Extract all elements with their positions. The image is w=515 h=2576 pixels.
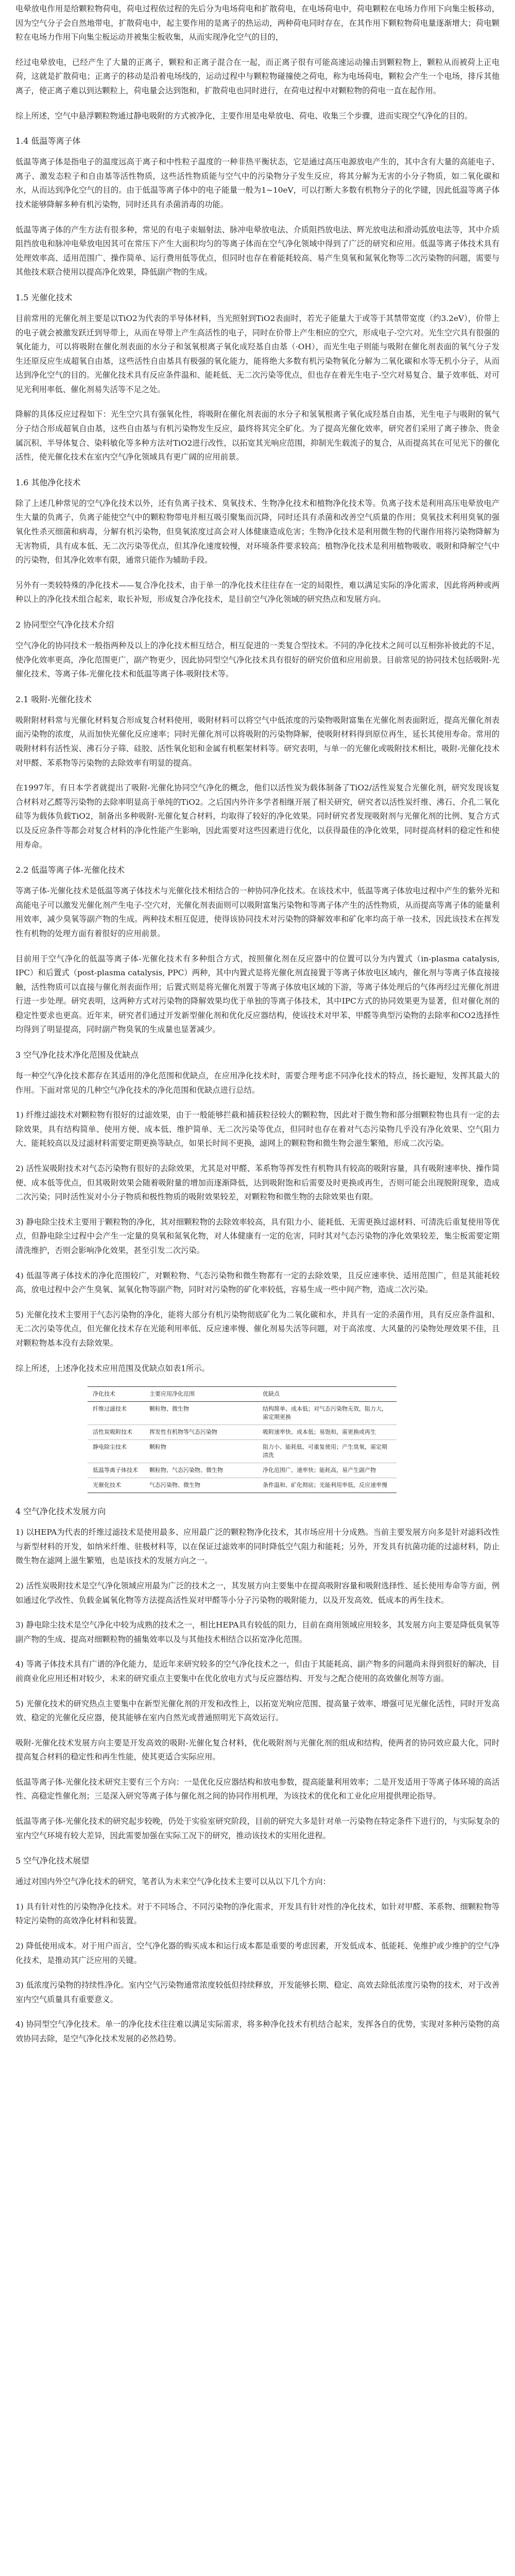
table-cell: 颗粒物、微生物 [144,1402,258,1425]
section-paragraph: 吸附附材料常与光催化材料复合形成复合材料使用，吸附材料可以将空气中低浓度的污染物吸附富集在光催化剂表面附近，提高光催化剂表面污染物的浓度，从而加快光催化反应速率；同时光催化剂可以将吸附的污染物降解，使吸附材料得到原位再生，延长其使用寿命。常用的吸附材料有活性炭、沸石分子筛、硅胶、活性氧化铝和金属有机框架材料等。研究表明，与单一的光催化或吸附技术相比，吸附-光催化技术对甲醛、苯系物等污染物的去除效率有明显的提高。 [15,715,500,768]
section-heading: 2.2 低温等离子体-光催化技术 [15,865,125,875]
section-paragraph: 吸附-光催化技术发展方向主要是开发高效的吸附-光催化复合材料，优化吸附剂与光催化剂的组成和结构，使两者的协同效应最大化，同时提高复合材料的稳定性和再生性能，使其更适合实际应用。 [15,1738,500,1762]
intro-section [15,2,500,123]
section-paragraph: 目前用于空气净化的低温等离子体-光催化技术有多种组合方式，按照催化剂在反应器中的位置可以分为内置式（in-plasma catalysis, IPC）和后置式（post-plasma catalysis, PPC）两种，其中内置式是将光催化剂直接置于等离子体放电区域内，催化剂与等离子体直接接触，活性物质可以直接与催化剂表面作用；后置式则是将光催化剂置于等离子体放电区域的下游，等离子体处理后的气体再经过光催化剂进行进一步处理。研究表明，这两种方式对污染物的降解效果均优于单独的等离子体技术，其中IPC方式的协同效果更为显著，但对催化剂的稳定性要求也更高。近年来，研究者们通过开发新型催化剂和优化反应器结构，使该技术对甲苯、甲醛等典型污染物的去除率和CO2选择性均得到了明显提高，同时副产物臭氧的生成量也显著减少。 [15,954,500,1035]
table-intro: 综上所述，上述净化技术应用范围及优缺点如表1所示。 [15,1363,210,1373]
table-row [88,1463,397,1478]
section-heading: 1.6 其他净化技术 [15,477,81,487]
table-cell: 光催化技术 [88,1478,144,1493]
list-item: 4) 等离子体技术具有广谱的净化能力，是近年来研究较多的空气净化技术之一，但由于其能耗高、副产物多的问题尚未得到很好的解决，目前商业化应用还相对较少，未来的研究重点主要集中在优化放电方式与反应器结构、开发与之配合使用的高效催化剂等方面。 [15,1659,500,1683]
section-paragraph: 每一种空气净化技术都存在其适用的净化范围和优缺点，在应用净化技术时，需要合理考虑不同净化技术的特点，扬长避短，发挥其最大的作用。下面对常见的几种空气净化技术的净化范围和优缺点进行总结。 [15,1071,500,1095]
section-heading: 3 空气净化技术净化范围及优缺点 [15,1050,139,1060]
intro-paragraph: 电晕放电作用是给颗粒物荷电，荷电过程依过程的先后分为电场荷电和扩散荷电，在电场荷电中，荷电颗粒在电场力作用下向集尘板移动，因为空气分子会自然地带电，扩散荷电中，起主要作用的是离子的热运动，两种荷电同时存在，在其作用下颗粒物荷电量逐渐增大；荷电颗粒在电场力作用下向集尘板运动并被集尘板收集，从而实现净化空气的目的， [15,4,500,42]
table-cell: 挥发性有机物等气态污染物 [144,1425,258,1440]
table-cell: 静电除尘技术 [88,1440,144,1463]
table-container [88,1386,500,1493]
body-sections [15,134,500,1097]
table-header-cell: 净化技术 [88,1387,144,1402]
table-cell: 气态污染物、微生物 [144,1478,258,1493]
section-4-heading: 4 空气净化技术发展方向 [15,1506,106,1517]
section-4-paragraphs [15,1736,500,1843]
table-body [88,1402,397,1493]
section-paragraph: 降解的具体反应过程如下：光生空穴具有强氧化性，将吸附在催化剂表面的水分子和氢氧根离子氧化成羟基自由基，光生电子与吸附的氧气分子结合形成超氧自由基，这些自由基与有机污染物发生反应，最终将其完全矿化。为了提高光催化效率，研究者们采用了离子掺杂、贵金属沉积、半导体复合、染料敏化等多种方法对TiO2进行改性，以拓宽其光响应范围，抑制光生载流子的复合，从而提高其在可见光下的催化活性，使光催化技术在室内空气净化领域具有更广阔的应用前景。 [15,410,500,462]
technology-comparison-list [15,1108,500,1350]
list-item: 2) 活性炭吸附技术对气态污染物有很好的去除效果，尤其是对甲醛、苯系物等挥发性有机物具有较高的吸附容量，具有吸附速率快、操作简便、成本低等优点，但其吸附效果会随着吸附量的增加而逐渐降低，达到吸附饱和后需要及时更换或再生，否则可能会出现脱附现象，造成二次污染；同时活性炭对小分子物质和极性物质的吸附效果较差，对颗粒物和微生物的去除效果也有限。 [15,1164,500,1202]
list-item: 4) 低温等离子体技术的净化范围较广，对颗粒物、气态污染物和微生物都有一定的去除效果，且反应速率快、适用范围广，但是其能耗较高，放电过程中会产生臭氧、氮氧化物等副产物，同时对污染物的矿化率较低，容易生成一些中间产物，造成二次污染。 [15,1270,500,1295]
table-row [88,1402,397,1425]
section-4-items [15,1526,500,1725]
section-paragraph: 目前常用的光催化剂主要是以TiO2为代表的半导体材料，当光照射到TiO2表面时，若光子能量大于或等于其禁带宽度（约3.2eV），价带上的电子就会被激发跃迁到导带上，从而在导带上产生高活性的电子，同时在价带上产生相应的空穴，形成电子-空穴对。光生空穴具有很强的氧化能力，可以将吸附在催化剂表面的水分子和氢氧根离子氧化成羟基自由基（·OH），而光生电子则能与吸附在催化剂表面的氧气分子发生还原反应生成超氧自由基，这些活性自由基具有极强的氧化能力，能将绝大多数有机污染物氧化分解为二氧化碳和水等无机小分子，从而达到净化空气的目的。光催化技术具有反应条件温和、能耗低、无二次污染等优点，但也存在着光生电子-空穴对易复合、量子效率低、对可见光利用率低、催化剂易失活等不足之处。 [15,313,500,394]
table-cell: 颗粒物 [144,1440,258,1463]
table-cell: 活性炭吸附技术 [88,1425,144,1440]
list-item: 3) 静电除尘技术是空气净化中较为成熟的技术之一，相比HEPA具有较低的阻力，目前在商用领域应用较多，其发展方向主要是降低臭氧等副产物的生成、提高对细颗粒物的捕集效率以及与其他技术相结合以拓宽净化范围。 [15,1620,500,1644]
list-item: 5) 光催化技术主要用于气态污染物的净化，能将大部分有机污染物彻底矿化为二氧化碳和水，并具有一定的杀菌作用，具有反应条件温和、无二次污染等优点，但光催化技术存在光能利用率低、反应速率慢、催化剂易失活等问题，对于高浓度、大风量的污染物处理效果不佳，且对颗粒物基本没有去除效果。 [15,1310,500,1348]
table-cell: 纤维过滤技术 [88,1402,144,1425]
table-row [88,1478,397,1493]
section-paragraph: 在1997年，有日本学者就提出了吸附-光催化协同空气净化的概念，他们以活性炭为载体制备了TiO2/活性炭复合光催化剂，研究发现该复合材料对乙醛等污染物的去除率明显高于单纯的TiO2。之后国内外许多学者相继开展了相关研究，研究者以活性炭纤维、沸石、介孔二氧化硅等为载体负载TiO2，制备出多种吸附-光催化复合材料，均取得了较好的净化效果。同时研究者发现吸附剂与光催化剂的比例、复合方式以及反应条件等都会对复合材料的净化性能产生影响，因此需要对这些因素进行优化，以获得最佳的净化效果，同时提高材料的稳定性和使用寿命。 [15,783,500,850]
section-heading: 2.1 吸附-光催化技术 [15,694,92,704]
table-header-cell: 主要应用净化范围 [144,1387,258,1402]
section-5-items [15,1900,500,2046]
section-5-heading: 5 空气净化技术展望 [15,1856,90,1866]
section-paragraph: 空气净化的协同技术一般指两种及以上的净化技术相互结合，相互促进的一类复合型技术。不同的净化技术之间可以互相弥补彼此的不足，使净化效率更高，净化范围更广，副产物更少，因此协同型空气净化技术具有很好的研究价值和应用前景。目前常见的协同技术包括吸附-光催化技术、等离子体-光催化技术和低温等离子体-吸附技术等。 [15,641,500,679]
list-item: 1) 纤维过滤技术对颗粒物有很好的过滤效果，由于一般能够拦截和捕获粒径较大的颗粒物，因此对于微生物和部分细颗粒物也具有一定的去除效果，具有结构简单、使用方便、成本低、维护简单、无二次污染等优点，但同时也存在着对气态污染物几乎没有净化效果、空气阻力大、能耗较高以及过滤材料需要定期更换等缺点，如果长时间不更换，滤网上的颗粒物和微生物会滋生繁殖，形成二次污染。 [15,1110,500,1148]
list-item: 1) 以HEPA为代表的纤维过滤技术是使用最多、应用最广泛的颗粒物净化技术，其市场应用十分成熟。当前主要发展方向多是针对滤料改性与新型材料的开发，如纳米纤维、驻极材料等，以在保证过滤效率的同时降低空气阻力和能耗；另外，开发具有抗菌功能的过滤材料，防止微生物在滤网上滋生繁殖，也是该技术的发展方向之一。 [15,1528,500,1566]
intro-paragraph: 综上所述，空气中悬浮颗粒物通过静电吸附的方式被净化，主要作用是电晕放电、荷电、收集三个步骤，进而实现空气净化的目的。 [15,111,473,121]
list-item: 3) 低浓度污染物的持续性净化。室内空气污染物通常浓度较低但持续释放，开发能够长期、稳定、高效去除低浓度污染物的技术，对于改善室内空气质量具有重要意义。 [15,1980,500,2004]
comparison-table [88,1386,397,1493]
list-item: 1) 具有针对性的污染物净化技术。对于不同场合、不同污染物的净化需求，开发具有针对性的净化技术，如针对甲醛、苯系物、细颗粒物等特定污染物的高效净化材料和装置。 [15,1902,500,1926]
table-header-row [88,1387,397,1402]
section-heading: 1.4 低温等离子体 [15,136,81,146]
section-5-lead: 通过对国内外空气净化技术的研究，笔者认为未来空气净化技术主要可以从以下几个方向： [15,1877,331,1887]
list-item: 4) 协同型空气净化技术。单一的净化技术往往难以满足实际需求，将多种净化技术有机结合起来，发挥各自的优势，实现对多种污染物的高效协同去除，是空气净化技术发展的必然趋势。 [15,2020,500,2043]
list-item: 2) 降低使用成本。对于用户而言，空气净化器的购买成本和运行成本都是重要的考虑因素，开发低成本、低能耗、免维护或少维护的空气净化技术，是推动其广泛应用的关键。 [15,1941,500,1965]
table-header-cell: 优缺点 [258,1387,397,1402]
table-cell: 低温等离子体技术 [88,1463,144,1478]
section-heading: 1.5 光催化技术 [15,292,73,302]
list-item: 5) 光催化技术的研究热点主要集中在新型光催化剂的开发和改性上，以拓宽光响应范围、提高量子效率、增强可见光催化活性，同时开发高效、稳定的光催化反应器，使其能够在室内自然光或普通照明光下高效运行。 [15,1699,500,1723]
section-paragraph: 低温等离子体-光催化技术研究主要有三个方向：一是优化反应器结构和放电参数，提高能量利用效率；二是开发适用于等离子体环境的高活性、高稳定性催化剂；三是深入研究等离子体与催化剂之间的协同作用机理，为该技术的优化和工业化应用提供理论指导。 [15,1777,500,1801]
section-paragraph: 等离子体-光催化技术是低温等离子体技术与光催化技术相结合的一种协同净化技术。在该技术中，低温等离子体放电过程中产生的紫外光和高能电子可以激发光催化剂产生电子-空穴对，光催化剂表面则可以吸附富集污染物和等离子体产生的活性物质，从而提高等离子体的能量利用效率，减少臭氧等副产物的生成。两种技术相互促进，使得该协同技术对污染物的降解效率和矿化率均高于单一技术，因此该技术在挥发性有机物的处理方面有着很好的应用前景。 [15,886,500,938]
table-row [88,1440,397,1463]
table-row [88,1425,397,1440]
section-paragraph: 低温等离子体的产生方法有很多种，常见的有电子束辐射法、脉冲电晕放电法、介质阻挡放电法、辉光放电法和滑动弧放电法等，其中介质阻挡放电和脉冲电晕放电因其可在常压下产生大面积均匀的等离子体而在空气净化领域中得到了广泛的研究和应用。低温等离子体技术具有处理效率高、适用范围广、操作简单、运行费用低等优点，但同时也存在着能耗较高、易产生臭氧和氮氧化物等二次污染物的问题，需要与其他技术联合使用以提高净化效果，降低副产物的生成。 [15,225,500,277]
table-cell: 条件温和、矿化彻底；光能利用率低，反应速率慢 [258,1478,397,1493]
table-cell: 吸附速率快、成本低；易饱和，需更换或再生 [258,1425,397,1440]
section-heading: 2 协同型空气净化技术介绍 [15,620,114,630]
intro-paragraph: 经过电晕放电，已经产生了大量的正离子，颗粒和正离子混合在一起，而正离子很有可能高速运动撞击到颗粒物上，颗粒从而被荷上正电荷，这就是扩散荷电；正离子的移动是沿着电场线的，运动过程中与颗粒物碰撞使之荷电，称为电场荷电，颗粒会产生一个电场，排斥其他离子，使正离子难以到达颗粒上，荷电量会达到饱和，扩散荷电也同时进行，在荷电过程中对颗粒物的荷电一直在起作用。 [15,57,500,95]
table-cell: 颗粒物、气态污染物、微生物 [144,1463,258,1478]
table-cell: 阻力小、能耗低、可重复使用；产生臭氧，需定期清洗 [258,1440,397,1463]
table-cell: 净化范围广、速率快；能耗高，易产生副产物 [258,1463,397,1478]
table-cell: 结构简单、成本低；对气态污染物无效，阻力大，需定期更换 [258,1402,397,1425]
list-item: 3) 静电除尘技术主要用于颗粒物的净化，其对细颗粒物的去除效率较高，具有阻力小、能耗低、无需更换过滤材料、可清洗后重复使用等优点，但静电除尘过程中会产生一定量的臭氧和氮氧化物，对人体健康有一定的危害，同时其对气态污染物的净化效果较差，集尘板需要定期清洗维护，否则会影响净化效果，甚至引发二次污染。 [15,1217,500,1255]
section-paragraph: 低温等离子体-光催化技术的研究起步较晚，仍处于实验室研究阶段，目前的研究大多是针对单一污染物在特定条件下进行的，与实际复杂的室内空气环境有较大差异，因此需要加强在实际工况下的研究，推动该技术的实用化进程。 [15,1817,500,1840]
section-paragraph: 另外有一类较特殊的净化技术——复合净化技术，由于单一的净化技术往往存在一定的局限性，难以满足实际的净化需求，因此将两种或两种以上的净化技术组合起来，取长补短，形成复合净化技术，是目前空气净化领域的研究热点和发展方向。 [15,580,500,604]
section-paragraph: 低温等离子体是指电子的温度远高于离子和中性粒子温度的一种非热平衡状态，它是通过高压电源放电产生的，其中含有大量的高能电子、离子、激发态粒子和自由基等活性物质，这些活性物质能与空气中的污染物分子发生反应，将其分解为无害的小分子物质，如二氧化碳和水，从而达到净化空气的目的。由于低温等离子体中的电子能量一般为1~10eV，可以打断大多数有机物分子的化学键，因此低温等离子体技术能够降解多种有机污染物，同时还具有杀菌消毒的功能。 [15,157,500,209]
section-paragraph: 除了上述几种常见的空气净化技术以外，还有负离子技术、臭氧技术、生物净化技术和植物净化技术等。负离子技术是利用高压电晕放电产生大量的负离子，负离子能使空气中的颗粒物带电并相互吸引聚集而沉降，同时还具有杀菌和改善空气质量的作用；臭氧技术利用臭氧的强氧化性杀灭细菌和病毒，分解有机污染物，但臭氧浓度过高会对人体健康造成危害；生物净化技术是利用微生物的代谢作用将污染物降解为无害物质，具有成本低、无二次污染等优点，但其净化速度较慢，对环境条件要求较高；植物净化技术是利用植物吸收、吸附和降解空气中的污染物，但其净化效率有限，通常只能作为辅助手段。 [15,498,500,565]
list-item: 2) 活性炭吸附技术是空气净化领域应用最为广泛的技术之一，其发展方向主要集中在提高吸附容量和吸附选择性、延长使用寿命等方面，例如通过化学改性、负载金属氧化物等方法提高活性炭对甲醛等小分子污染物的吸附能力，以及开发高效、低成本的再生技术。 [15,1581,500,1605]
